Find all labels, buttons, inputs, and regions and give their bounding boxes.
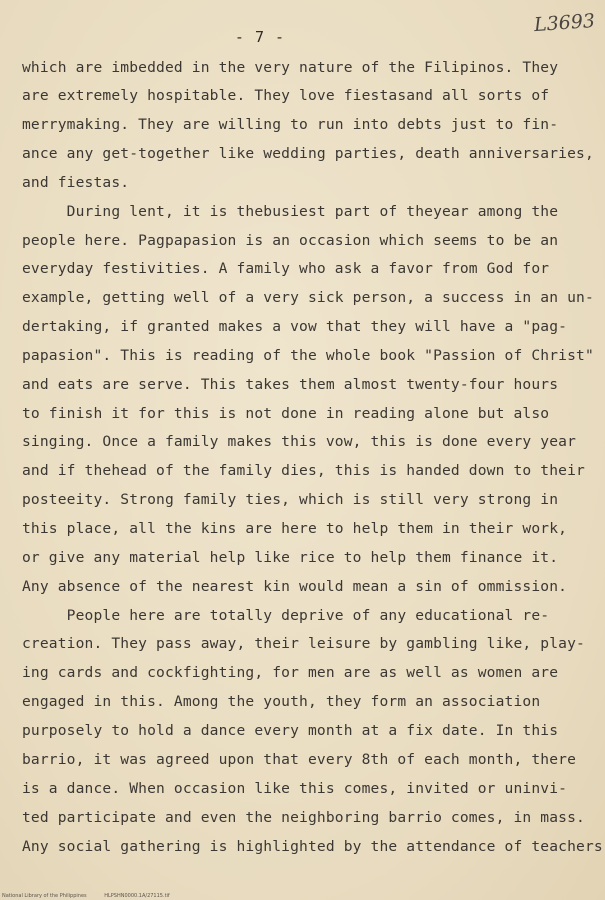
text-line: ted participate and even the neighboring barrio comes, in mass. xyxy=(22,809,585,826)
text-line: everyday festivities. A family who ask a favor from God for xyxy=(22,260,550,277)
text-line: and eats are serve. This takes them almost twenty-four hours xyxy=(22,376,559,393)
text-line: or give any material help like rice to help them finance it. xyxy=(22,549,559,566)
scan-file-id: HLPSHN0000.1A/27115.tif xyxy=(104,893,170,899)
page-number: - 7 - xyxy=(234,28,286,46)
text-line: this place, all the kins are here to help them in their work, xyxy=(22,520,568,537)
text-line: creation. They pass away, their leisure by gambling like, play- xyxy=(22,635,585,652)
scan-footer xyxy=(2,893,602,899)
text-line: are extremely hospitable. They love fiestasand all sorts of xyxy=(22,87,550,104)
handwritten-reference-number: L3693 xyxy=(533,9,596,37)
text-line: People here are totally deprive of any educational re- xyxy=(22,607,550,624)
text-line: During lent, it is thebusiest part of theyear among the xyxy=(22,203,559,220)
text-line: to finish it for this is not done in reading alone but also xyxy=(22,405,550,422)
text-line: merrymaking. They are willing to run into debts just to fin- xyxy=(22,116,559,133)
text-line: which are imbedded in the very nature of the Filipinos. They xyxy=(22,59,559,76)
text-line: is a dance. When occasion like this comes, invited or uninvi- xyxy=(22,780,568,797)
text-line: Any social gathering is highlighted by the attendance of teachers xyxy=(22,838,603,855)
text-line: and if thehead of the family dies, this is handed down to their xyxy=(22,462,585,479)
text-line: barrio, it was agreed upon that every 8th of each month, there xyxy=(22,751,577,768)
text-line: ing cards and cockfighting, for men are as well as women are xyxy=(22,664,559,681)
text-line: people here. Pagpapasion is an occasion which seems to be an xyxy=(22,232,559,249)
text-line: ance any get-together like wedding parties, death anniversaries, xyxy=(22,145,594,162)
text-line: singing. Once a family makes this vow, this is done every year xyxy=(22,433,577,450)
text-line: example, getting well of a very sick person, a success in an un- xyxy=(22,289,594,306)
text-line: papasion". This is reading of the whole book "Passion of Christ" xyxy=(22,347,594,364)
text-line: posteeity. Strong family ties, which is still very strong in xyxy=(22,491,559,508)
text-line: dertaking, if granted makes a vow that they will have a "pag- xyxy=(22,318,568,335)
text-line: Any absence of the nearest kin would mean a sin of ommission. xyxy=(22,578,568,595)
text-line: purposely to hold a dance every month at a fix date. In this xyxy=(22,722,559,739)
text-line: engaged in this. Among the youth, they form an association xyxy=(22,693,541,710)
text-line: and fiestas. xyxy=(22,174,130,191)
library-credit: National Library of the Philippines xyxy=(2,893,87,899)
